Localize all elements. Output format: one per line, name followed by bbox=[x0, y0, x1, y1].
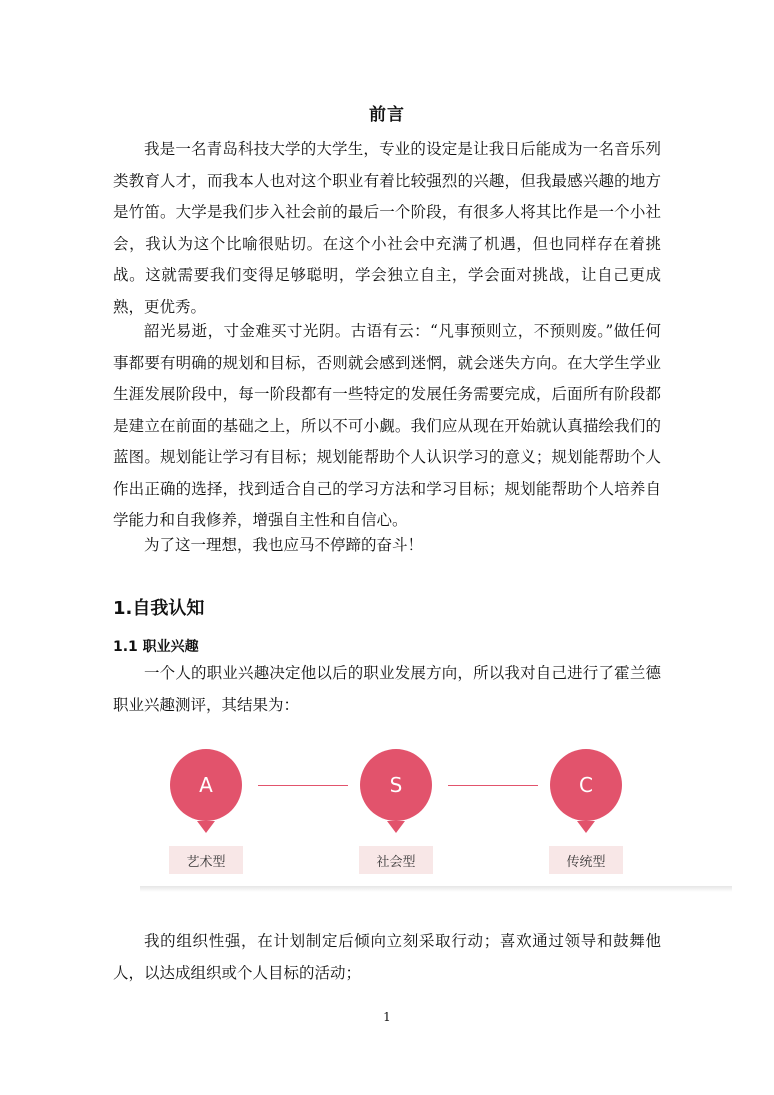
holland-node-c: C bbox=[550, 749, 622, 821]
figure-bottom-edge bbox=[140, 886, 732, 892]
holland-label-social: 社会型 bbox=[359, 846, 433, 874]
connector-line bbox=[448, 785, 538, 786]
paragraph-resolve: 为了这一理想，我也应马不停蹄的奋斗！ bbox=[144, 536, 424, 554]
pointer-icon bbox=[577, 821, 595, 833]
holland-label-conventional: 传统型 bbox=[549, 846, 623, 874]
paragraph-intro: 我是一名青岛科技大学的大学生，专业的设定是让我日后能成为一名音乐列类教育人才，而我本人也对这个职业有着比较强烈的兴趣，但我最感兴趣的地方是竹笛。大学是我们步入社会前的最后一个阶段，有很多人将其比作是一个小社会，我认为这个比喻很贴切。在这个小社会中充满了机遇，但也同样存在着挑战。这就需要我们变得足够聪明，学会独立自主，学会面对挑战，让自己更成熟，更优秀。 bbox=[113, 140, 661, 316]
page-number: 1 bbox=[383, 1010, 391, 1024]
paragraph-planning: 韶光易逝，寸金难买寸光阴。古语有云：“凡事预则立，不预则废。”做任何事都要有明确的规划和目标，否则就会感到迷惘，就会迷失方向。在大学生学业生涯发展阶段中，每一阶段都有一些特定的发展任务需要完成，后面所有阶段都是建立在前面的基础之上，所以不可小觑。我们应从现在开始就认真描绘我们的蓝图。规划能让学习有目标；规划能帮助个人认识学习的意义；规划能帮助个人作出正确的选择，找到适合自己的学习方法和学习目标；规划能帮助个人培养自学能力和自我修养，增强自主性和自信心。 bbox=[113, 322, 661, 529]
holland-figure bbox=[140, 728, 732, 898]
holland-label-artistic: 艺术型 bbox=[169, 846, 243, 874]
holland-node-a: A bbox=[170, 749, 242, 821]
connector-line bbox=[258, 785, 348, 786]
pointer-icon bbox=[387, 821, 405, 833]
holland-node-s: S bbox=[360, 749, 432, 821]
paragraph-after-figure: 我的组织性强，在计划制定后倾向立刻采取行动；喜欢通过领导和鼓舞他人，以达成组织或个人目标的活动； bbox=[113, 932, 661, 982]
paragraph-holland-intro: 一个人的职业兴趣决定他以后的职业发展方向，所以我对自己进行了霍兰德职业兴趣测评，其结果为： bbox=[113, 664, 661, 714]
section-heading-self-awareness: 1.自我认知 bbox=[113, 598, 205, 619]
subsection-heading-career-interest: 1.1 职业兴趣 bbox=[113, 639, 199, 655]
page-title: 前言 bbox=[369, 105, 405, 125]
pointer-icon bbox=[197, 821, 215, 833]
